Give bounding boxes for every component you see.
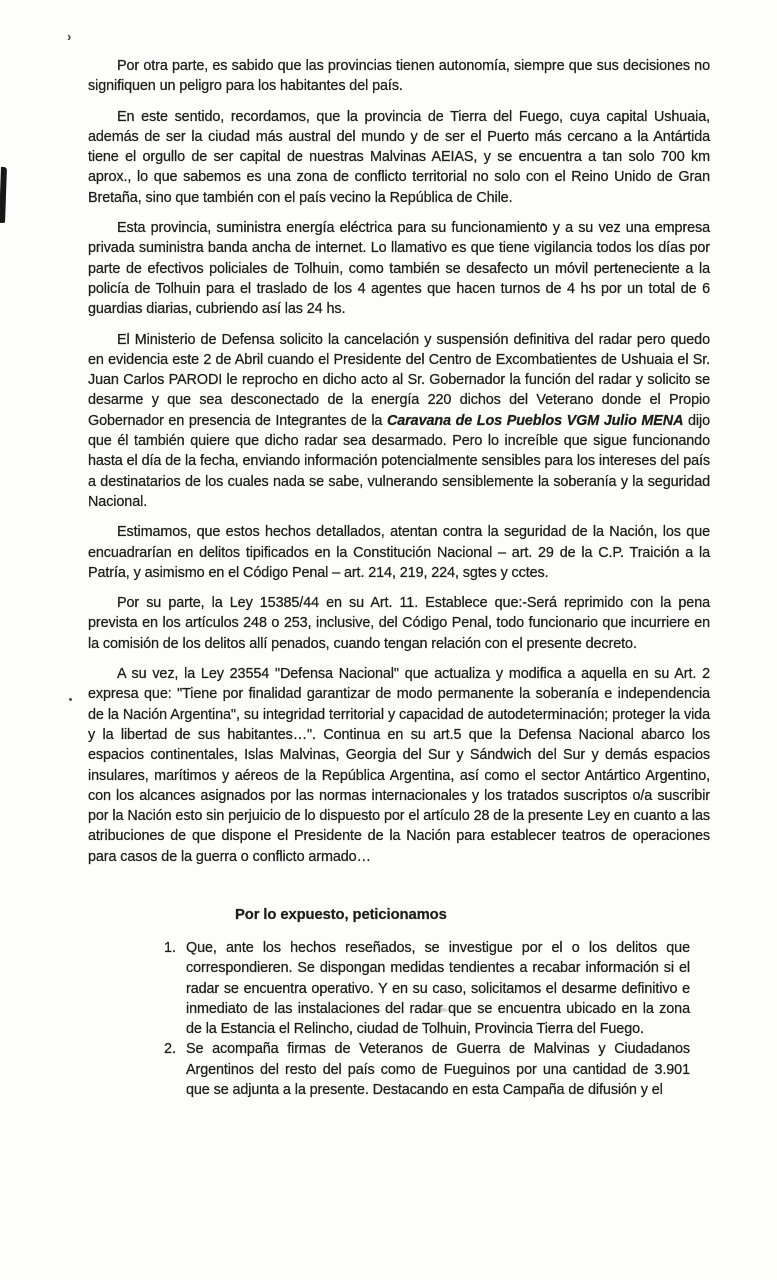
paragraph-estimamos-delitos: Estimamos, que estos hechos detallados, atentan contra la seguridad de la Nación, los que encuadrarían en delitos tipificados en la Constitución Nacional – art. 29 de la C.P. Traición a la Patría, y asimismo en el Código Penal – art. 214, 219, 224, sgtes y cctes.: [88, 524, 710, 581]
scan-chevron-mark: ›: [67, 29, 72, 44]
paragraph-ley-15385: Por su parte, la Ley 15385/44 en su Art. 11. Establece que:-Será reprimido con la pena prevista en los artículos 248 o 253, inclusive, del Código Penal, todo funcionario que incurriere en la comisión de los delitos allí penados, cuando tengan relación con el presente decreto.: [88, 595, 710, 652]
petition-item-text: Se acompaña firmas de Veteranos de Guerra de Malvinas y Ciudadanos Argentinos del resto del país como de Fueguinos por una cantidad de 3.901 que se adjunta a la presente. Destacando en esta Campaña de difusión y el: [186, 1041, 690, 1099]
petition-item-1: [164, 938, 690, 1039]
paragraph-text-tail: dijo que él también quiere que dicho radar sea desarmado. Pero lo increíble que sigue funcionando hasta el día de la fecha, enviando información potencialmente sensibles para los intereses del país a destinatarios de los cuales nada se sabe, vulnerando sensiblemente la soberanía y la seguridad Nacional.: [88, 412, 710, 510]
petition-item-number: 2.: [164, 1041, 177, 1058]
scan-margin-dot: [69, 698, 72, 701]
petition-list: [88, 938, 710, 1100]
paragraph-tierra-del-fuego: En este sentido, recordamos, que la provincia de Tierra del Fuego, cuya capital Ushuaia, además de ser la ciudad más austral del mundo y de ser el Puerto más cercano a la Antártida tiene el orgullo de ser capital de nuestras Malvinas AEIAS, y se encuentra a tan solo 700 km aprox., lo que sabemos es una zona de conflicto territorial no solo con el Reino Unido de Gran Bretaña, sino que también con el país vecino la República de Chile.: [88, 108, 710, 206]
emphasized-phrase-caravana: Caravana de Los Pueblos VGM Julio MENA: [386, 412, 684, 429]
petition-item-text: Que, ante los hechos reseñados, se investigue por el o los delitos que correspondieren. Se dispongan medidas tendientes a recabar información si el radar se encuentra operativo. Y en su caso, solicitamos el desarme definitivo e inmediato de las instalaciones del radar que se encuentra ubicado en la zona de la Estancia el Relincho, ciudad de Tolhuin, Provincia Tierra del Fuego.: [186, 939, 690, 1038]
petition-heading: Por lo expuesto, peticionamos: [235, 906, 447, 923]
petition-item-number: 1.: [164, 939, 177, 956]
scan-left-edge-blot: [0, 167, 7, 223]
paragraph-text-lead: El Ministerio de Defensa solicito la cancelación y suspensión definitiva del radar pero quedo en evidencia este 2 de Abril cuando el Presidente del Centro de Excombatientes de Ushuaia el Sr. Juan Carlos PARODI le reprocho en dicho acto al Sr. Gobernador la función del radar y solicito se desarme y que sea desconectado de la energía 220 dichos del Veterano donde el Propio Gobernador en presencia de Integrantes de la: [88, 331, 710, 429]
paragraph-provincia-energia: Esta provincia, suministra energía eléctrica para su funcionamiento y a su vez una empresa privada suministra banda ancha de internet. Lo llamativo es que tiene vigilancia todos los días por parte de efectivos policiales de Tolhuin, como también se desafecto un móvil perteneciente a la policía de Tolhuin para el traslado de los 4 agentes que hacen turnos de 4 hs por un total de 6 guardias diarias, cubriendo así las 24 hs.: [88, 220, 710, 318]
paragraph-ministerio-defensa: [88, 330, 710, 513]
document-body: [88, 56, 710, 1100]
paragraph-autonomia: Por otra parte, es sabido que las provincias tienen autonomía, siempre que sus decisiones no signifiquen un peligro para los habitantes del país.: [88, 58, 710, 95]
paragraph-ley-23554: A su vez, la Ley 23554 "Defensa Nacional" que actualiza y modifica a aquella en su Art. 2 expresa que: "Tiene por finalidad garantizar de modo permanente la soberanía e independencia de la Nación Argentina", su integridad territorial y capacidad de autodeterminación; proteger la vida y la libertad de sus habitantes…". Continua en su art.5 que la Defensa Nacional abarco los espacios continentales, Islas Malvinas, Georgia del Sur y Sándwich del Sur y demás espacios insulares, marítimos y aéreos de la República Argentina, así como el sector Antártico Argentino, con los alcances asignados por las normas internacionales y los tratados suscriptos o/a suscribir por la Nación esto sin perjuicio de lo dispuesto por el artículo 28 de la presente Ley en cuanto a las atribuciones de que dispone el Presidente de la Nación para establecer teatros de operaciones para casos de la guerra o conflicto armado…: [88, 666, 710, 865]
petition-item-2: [164, 1039, 690, 1100]
